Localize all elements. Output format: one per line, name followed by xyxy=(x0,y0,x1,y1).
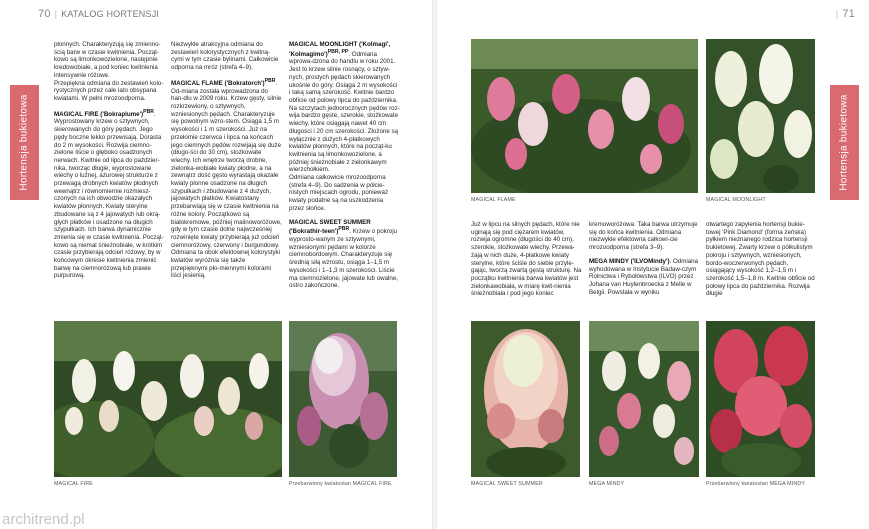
caption-mega-mindy-detail: Przebarwiony kwiatostan MEGA MINDY xyxy=(706,481,806,487)
right-page-header: | 71 xyxy=(835,8,855,20)
photo-magical-fire xyxy=(54,321,282,477)
photo-magical-sweet-summer xyxy=(471,321,580,477)
caption-magical-fire: MAGICAL FIRE xyxy=(54,481,93,487)
side-tab-left xyxy=(10,85,39,200)
caption-magical-flame: MAGICAL FLAME xyxy=(471,197,516,203)
right-page-number: 71 xyxy=(842,8,855,20)
paragraph: MAGICAL MOONLIGHT ('Kolmagi', 'Kolmagimo')$^{PBR, PP}$. Odmiana wprowa-dzona do handlu w roku 2001. Jest to krzew silnie rosnący, o sztyw-nych, prostych pędach skierowanych ukośnie do góry. Osiąga 2 m wysokości i taką samą szerokość. Kwitnie bardzo obficie od połowy lipca do października. Na szczytach jednorocznych pędów roz-wija bardzo gęste, szerokie, stożkowate wiechy, które osiągają nawet 40 cm długości i 20 cm szerokości. Złożone są wyłącznie z dużych 4-płatkowych kwiatów płonnych, które na począt-ku kwitnienia są limonkowozielone, a później śnieżnobiałe z zielonkawym wierzchołkiem. xyxy=(289,41,400,174)
paragraph: MEGA MINDY ('ILVOMindy'). Odmiana wyhodowana w Instytucie Badaw-czym Rolnictwa i Rybołówstwa (ILVO) przez Johana van Huylenbroecka z Melle w Belgii. Powstała w wyniku xyxy=(589,257,699,296)
left-page-header: 70 | KATALOG HORTENSJI xyxy=(38,8,160,20)
variety-heading-mega-mindy: MEGA MINDY ('ILVOMindy') xyxy=(589,257,670,265)
variety-heading-magical-moonlight: MAGICAL MOONLIGHT ('Kolmagi', 'Kolmagimo') xyxy=(289,41,391,58)
caption-magical-moonlight: MAGICAL MOONLIGHT xyxy=(706,197,766,203)
text-column-4 xyxy=(471,221,582,311)
paragraph: kremoworóżowa. Taka barwa utrzymuje się do końca kwitnienia. Odmiana niezwykle efektowna całkowi-cie mrozoodporna (strefa 3–9). xyxy=(589,221,698,252)
photo-magical-fire-detail xyxy=(289,321,397,477)
text-column-5 xyxy=(589,221,700,311)
photo-magical-moonlight xyxy=(706,39,815,193)
variety-heading-magical-sweet-summer: MAGICAL SWEET SUMMER ('Bokrathir-teen') xyxy=(289,218,371,236)
paragraph: MAGICAL FIRE ('Bokraplume')$^{PBR}$. Wyprostowany krzew o sztywnych, skierowanych do góry pędach. Jego pędy boczne lekko przewisają. Dorasta do 2 m wysokości. Rozwija ciemno-zielone liście o głęboko osadzonych nerwach. Kwitnie od lipca do paździer-nika, tworząc długie, wyprostowane wiechy o luźnej, ażurowej strukturze z przewagą drobnych kwiatów płodnych wewnątrz i równomiernie rozmiesz-czonych na ich obwodzie okazałych kwiatów płonnych. Kwiaty sterylne zbudowane są z 4 jajowatych lub okrą-głych płatków i osadzone na długich szypułkach. Ich barwa dynamicznie zmienia się w czasie kwitnienia. Począt-kowo są niemal śnieżnobiałe, w krótkim czasie przybierają odcień różowy, by w końcowym okresie kwitnienia zmienić barwę na ciemnoróżową lub prawie purpurową. xyxy=(54,108,164,280)
left-page-title: KATALOG HORTENSJI xyxy=(61,9,160,19)
text-column-1 xyxy=(54,41,164,309)
paragraph: Niezwykle atrakcyjna odmiana do zestawień kolorystycznych z kwitną-cymi w tym czasie bylinami. Całkowicie odporna na mróz (strefa 4–9). xyxy=(171,41,279,72)
photo-mega-mindy xyxy=(589,321,699,477)
photo-magical-flame xyxy=(471,39,698,193)
caption-magical-fire-detail: Przebarwiony kwiatostan MAGICAL FIRE xyxy=(289,481,392,487)
paragraph: Przepiękna odmiana do zestawień kolo-rystycznych przez całe lato obsypana kwiatami. W pełni mrozoodporna. xyxy=(54,79,164,102)
side-tab-left-label: Hortensja bukietowa xyxy=(19,94,30,191)
paragraph: płonnych. Charakteryzują się zmienno-ścią barw w czasie kwitnienia. Począt-kowo są limonkowozielone, następnie kredowobiałe, a pod koniec kwitnienia intensywnie różowe. xyxy=(54,41,161,79)
paragraph: Odmiana całkowicie mrozoodporna (strefa 4–9). Do sadzenia w półcie-nistych miejscach ogrodu, ponieważ kwiaty podatne są na uszkodzenia przez słońce. xyxy=(289,174,389,212)
text-column-2 xyxy=(171,41,282,309)
left-page-number: 70 xyxy=(38,8,51,20)
caption-magical-sweet-summer: MAGICAL SWEET SUMMER xyxy=(471,481,543,487)
side-tab-right-label: Hortensja bukietowa xyxy=(839,94,850,191)
side-tab-right xyxy=(830,85,859,200)
right-page xyxy=(437,0,869,529)
photo-mega-mindy-detail xyxy=(706,321,815,477)
variety-heading-magical-fire: MAGICAL FIRE ('Bokraplume') xyxy=(54,110,144,118)
paragraph: MAGICAL SWEET SUMMER ('Bokrathir-teen')$^{PBR}$. Krzew o pokroju wyprosto-wanym ze sztywnymi, wzniesionymi pędami w kolorze ciemnobordowym. Charakteryzuje się średnią siłą wzrostu, osiąga 1–1,5 m wysokości i 1–1,3 m szerokości. Liście ma ciemnozielone, jajowate lub owalne, ostro zakończone. xyxy=(289,218,399,290)
caption-mega-mindy: MEGA MINDY xyxy=(589,481,625,487)
text-column-6 xyxy=(706,221,817,311)
watermark: architrend.pl xyxy=(2,511,85,528)
paragraph: otwartego zapylenia hortensji bukie-towej 'Pink Diamond' (forma żeńska) pyłkiem nieznanego rodzica hortensji bukietowej. Zwarty krzew o półkulistym pokroju i sztywnych, wzniesionych, bordo-woczerwonych pędach, osiągający wysokość 1,2–1,5 m i szerokość 1,5–1,8 m. Kwitnie obficie od połowy lipca do października. Rozwija długie xyxy=(706,221,815,298)
text-column-3 xyxy=(289,41,400,309)
paragraph: MAGICAL FLAME ('Bokratorch')$^{PBR}$. Od-miana została wprowadzona do han-dlu w 2009 roku. Krzew gęsty, silnie rozkrzewiony, o sztywnych, wzniesionych pędach. Charakteryzuje się powolnym wzro-stem. Osiąga 1,5 m wysokości i 1 m szerokości. Już na przełomie czerwca i lipca na końcach jego ciemnych pędów rozwijają się duże (długo-ści do 30 cm), stożkowate wiechy. Ich wnętrze tworzą drobne, zielonka-wobiałe kwiaty płodne, a na zewnątrz dość gęsto wyrastają okazałe kwiaty płonne osadzone na długich szypułkach i zbudowane z 4 dużych, jajowatych płatków. Kwiatostany przebarwiają się w czasie kwitnienia na różne kolory. Początkowo są białokremowe, później malinoworóżowe, gdy w tym czasie dolne najwcześniej rozwinięte kwiaty przybierają już odcień ciemnoróżowy, czerwony i burgundowy. Odmiana ta obok efektownej kolorystyki kwiatów wyróżnia się także przepięknymi pło-miennymi kolorami liści jesienią. xyxy=(171,77,282,280)
paragraph: Już w lipcu na silnych pędach, które nie uginają się pod ciężarem kwiatów, rozwija ogromne (długości do 40 cm), szerokie, stożkowate wiechy. Przewa-żają w nich duże, 4-płatkowe kwiaty sterylne, które ściśle do siebie przyle-gając, tworzą zwartą gęstą strukturę. Na początku kwitnienia barwa kwiatów jest zielonkawobiała, w miarę kwit-nienia śnieżnobiała i pod jego koniec xyxy=(471,221,582,298)
variety-heading-magical-flame: MAGICAL FLAME ('Bokratorch') xyxy=(171,79,265,87)
left-page xyxy=(0,0,432,529)
